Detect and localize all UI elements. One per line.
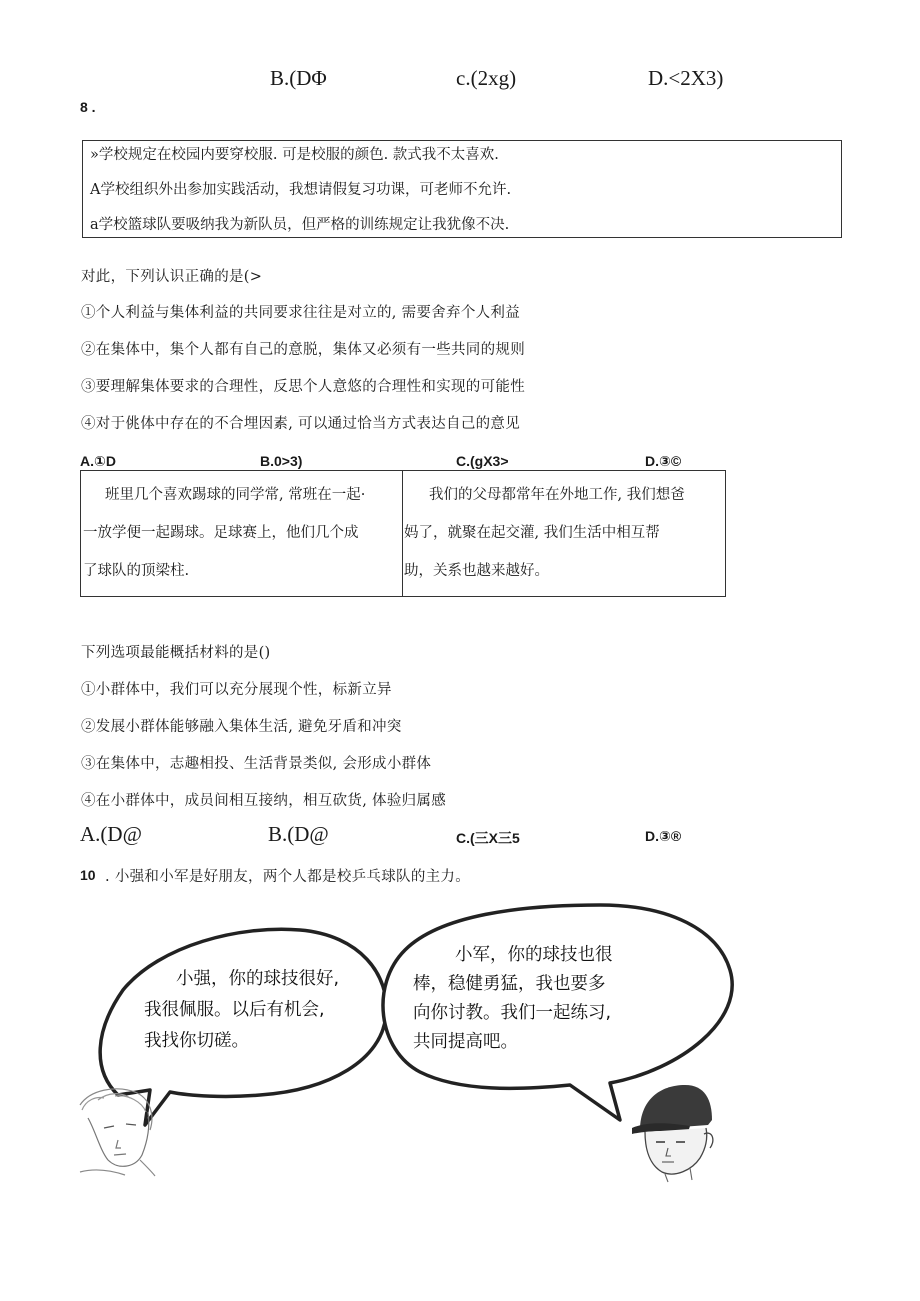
- q9-left-line-3: 了球队的顶梁柱.: [83, 563, 190, 579]
- left-bubble-line-2: 我很佩服。以后有机会,: [144, 1000, 325, 1020]
- q8-option-a: A.①D: [80, 453, 116, 469]
- q8-option-c: C.(gX3>: [456, 453, 509, 469]
- xiaojun-character: [632, 1085, 713, 1182]
- q9-option-c: C.(三X三5: [456, 830, 520, 846]
- q8-statement-1: ①个人利益与集体利益的共同要求往往是对立的, 需要舍弃个人利益: [81, 305, 521, 321]
- q9-right-line-2: 妈了，就聚在起交灌, 我们生活中相互帮: [404, 525, 660, 541]
- q8-number: 8 .: [80, 99, 96, 115]
- q9-statement-1: ①小群体中，我们可以充分展现个性，标新立异: [81, 682, 392, 698]
- q8-option-b: B.0>3): [260, 453, 303, 469]
- right-bubble-line-3: 向你讨教。我们一起练习,: [413, 1003, 612, 1023]
- q8-statement-4: ④对于佻体中存在的不合埋因素, 可以通过恰当方式表达自己的意见: [81, 416, 521, 432]
- q8-box-line-3: a学校篮球队要吸纳我为新队员，但严格的训练规定让我犹像不决.: [90, 217, 510, 233]
- q9-left-line-2: 一放学便一起踢球。足球赛上，他们几个成: [83, 525, 359, 541]
- q9-option-a: A.(D@: [80, 822, 142, 846]
- q9-statement-2: ②发展小群体能够融入集体生活, 避免牙盾和冲突: [81, 719, 402, 735]
- left-bubble-line-1: 小强，你的球技很好,: [176, 969, 340, 989]
- q10-stem: . 小强和小军是好朋友，两个人都是校乒乓球队的主力。: [105, 869, 471, 885]
- q8-box-line-2: A学校组织外出参加实践活动，我想请假复习功课，可老师不允许.: [90, 182, 512, 198]
- prev-option-b: B.(DΦ: [270, 66, 327, 90]
- q8-statement-3: ③要理解集体要求的合理性，反思个人意悠的合理性和实现的可能性: [81, 379, 525, 395]
- q9-statement-4: ④在小群体中，成员间相互接纳，相互砍货, 体验归属感: [81, 793, 447, 809]
- q9-right-line-3: 助，关系也越来越好。: [404, 563, 549, 579]
- q9-option-b: B.(D@: [268, 822, 329, 846]
- q8-option-d: D.③©: [645, 453, 682, 469]
- q9-right-line-1: 我们的父母都常年在外地工作, 我们想爸: [429, 487, 685, 503]
- prev-option-c: c.(2xg): [456, 66, 517, 90]
- q9-option-d: D.③®: [645, 828, 682, 844]
- right-bubble-line-2: 棒，稳健勇猛，我也要多: [413, 974, 606, 994]
- prev-option-d: D.<2X3): [648, 66, 724, 90]
- left-bubble-line-3: 我找你切磋。: [144, 1031, 249, 1051]
- right-bubble-line-1: 小军，你的球技也很: [455, 945, 613, 965]
- xiaoqiang-character: [80, 1089, 155, 1176]
- q8-statement-2: ②在集体中，集个人都有自己的意脱，集体又必须有一些共同的规则: [81, 342, 525, 358]
- q8-box-line-1: »学校规定在校园内要穿校服. 可是校服的颜色. 款式我不太喜欢.: [90, 147, 499, 163]
- q9-left-line-1: 班里几个喜欢踢球的同学常, 常班在一起·: [105, 487, 366, 503]
- q8-stem: 对此，下列认识正确的是(>: [81, 269, 263, 285]
- q10-number: 10: [80, 867, 96, 883]
- q9-stem: 下列选项最能概括材料的是(): [81, 645, 271, 661]
- right-bubble-line-4: 共同提高吧。: [413, 1032, 518, 1052]
- q9-statement-3: ③在集体中，志趣相投、生活背景类似, 会形成小群体: [81, 756, 432, 772]
